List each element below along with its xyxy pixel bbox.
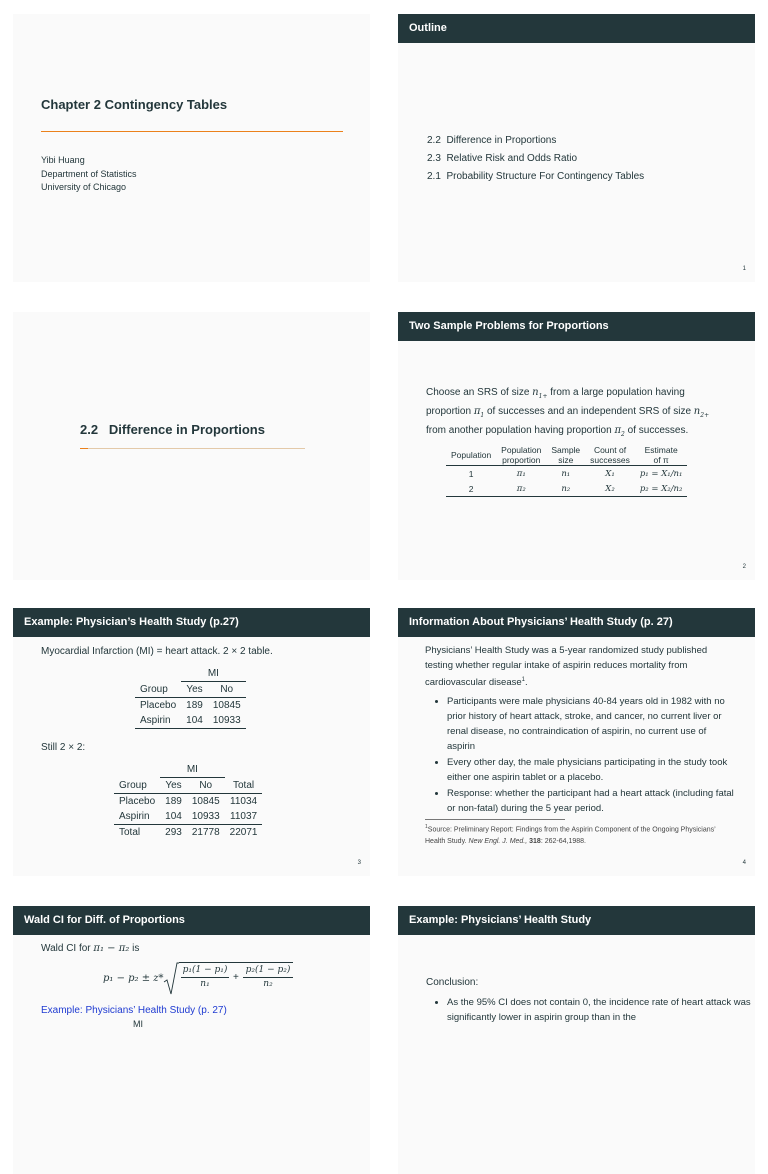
- table-cell: 104: [165, 811, 182, 822]
- info-intro: Physicians’ Health Study was a 5-year randomized study published testing whether regular intake of aspirin reduces mortality from cardiovascular disease$^1$.: [425, 645, 708, 689]
- still-label: Still 2 × 2:: [41, 742, 86, 753]
- slide-section: [13, 312, 370, 580]
- table-cell: 22071: [229, 827, 258, 838]
- table-cell: X₁: [605, 468, 615, 479]
- slide-title: [13, 14, 370, 282]
- row-label: Total: [119, 827, 141, 838]
- partial-table-header: MI: [133, 1019, 143, 1029]
- table-cell: 11034: [230, 796, 258, 807]
- row-label: Placebo: [140, 700, 177, 711]
- mi-table-2x2: [135, 666, 246, 729]
- span-header: MI: [207, 668, 219, 679]
- table-cell: π₂: [516, 483, 526, 494]
- col-header: Total: [232, 779, 255, 791]
- table-cell: 11037: [230, 811, 258, 822]
- title-rule: [41, 131, 343, 132]
- table-cell: 10933: [212, 715, 241, 726]
- example-intro: Myocardial Infarction (MI) = heart attack. 2 × 2 table.: [41, 646, 273, 657]
- formula-lhs: p₁ − p₂ ± z*: [103, 973, 164, 984]
- col-header: Sample size: [551, 445, 581, 465]
- wald-intro: Wald CI for π₁ − π₂ is: [41, 943, 140, 954]
- text-segment: from another population having proportion: [426, 425, 615, 436]
- outline-item[interactable]: 2.2 Difference in Proportions: [427, 135, 557, 146]
- row-label: Aspirin: [119, 811, 150, 822]
- slide-info: [398, 608, 755, 876]
- row-label: Aspirin: [140, 715, 171, 726]
- list-item: • Response: whether the participant had a heart attack (including fatal or non-fatal) during the 5 year period.: [447, 786, 735, 816]
- sqrt-icon: [163, 962, 179, 996]
- slide-header: Outline: [398, 14, 755, 43]
- example-link[interactable]: Example: Physicians’ Health Study (p. 27): [41, 1005, 227, 1016]
- presentation-title: Chapter 2 Contingency Tables: [41, 97, 228, 112]
- col-header: Group: [140, 683, 168, 695]
- slide-header: Information About Physicians’ Health Study (p. 27): [398, 608, 755, 637]
- plus-sign: +: [233, 972, 239, 983]
- slide-header: Example: Physicians’ Health Study: [398, 906, 755, 935]
- col-header: No: [208, 682, 246, 698]
- row-label: Placebo: [119, 796, 156, 807]
- section-title: Difference in Proportions: [108, 422, 265, 437]
- conclusion-bullets: [425, 995, 755, 1026]
- author-block: [41, 154, 137, 195]
- col-header: Group: [119, 779, 147, 791]
- two-sample-text: [426, 385, 726, 442]
- math-pi1: $\pi_1$: [473, 406, 485, 419]
- section-heading: [80, 422, 265, 437]
- outline-item[interactable]: 2.3 Relative Risk and Odds Ratio: [427, 153, 578, 164]
- slide-header: Wald CI for Diff. of Proportions: [13, 906, 370, 935]
- author-university: University of Chicago: [41, 182, 127, 192]
- table-cell: p₂ = X₂/n₂: [639, 483, 683, 494]
- table-cell: 293: [165, 827, 182, 838]
- math-pi2: $\pi_2$: [614, 425, 625, 438]
- math-diff: π₁ − π₂: [93, 943, 130, 954]
- section-rule-track: [80, 448, 305, 449]
- info-bullets: [425, 694, 735, 816]
- table-cell: p₁ = X₁/n₁: [639, 468, 683, 479]
- slide-example: [13, 608, 370, 876]
- table-cell: X₂: [605, 483, 615, 494]
- slide-header: Example: Physician’s Health Study (p.27): [13, 608, 370, 637]
- text-segment: from a large population having proportion: [426, 387, 685, 417]
- list-item: • Participants were male physicians 40-84 years old in 1982 with no prior history of heart attack, stroke, and cancer, no current liver or renal disease, no contraindication of aspirin, no current use of aspirin: [447, 694, 735, 754]
- footnote: $^1$Source: Preliminary Report: Findings from the Aspirin Component of the Ongoing Physicians’ Health Study. New Engl. J. Med., 318: 262-64,1988.: [425, 819, 565, 848]
- table-cell: 21778: [191, 827, 220, 838]
- col-header: Population proportion: [501, 445, 542, 465]
- table-cell: 1: [468, 468, 474, 479]
- table-cell: 10845: [212, 700, 241, 711]
- page-number: 4: [742, 860, 746, 866]
- page-number: 2: [742, 564, 746, 570]
- table-cell: 2: [468, 483, 474, 494]
- mi-table-totals: [114, 762, 262, 840]
- conclusion-label: Conclusion:: [426, 977, 479, 988]
- col-header: Count of successes: [590, 445, 630, 465]
- table-cell: n₂: [561, 483, 571, 494]
- slide-wald: [13, 906, 370, 1174]
- info-body: [425, 643, 735, 848]
- table-cell: 10845: [191, 796, 220, 807]
- text-segment: Choose an SRS of size: [426, 387, 533, 398]
- slide-two-sample: [398, 312, 755, 580]
- page-number: 3: [357, 860, 361, 866]
- text-segment: of successes and an independent SRS of size: [484, 406, 694, 417]
- sqrt-bar: [179, 962, 293, 963]
- section-rule-progress: [80, 448, 88, 449]
- section-number: 2.2: [80, 422, 99, 437]
- fraction-1: p₁(1 − p₁) n₁: [182, 965, 228, 989]
- table-cell: 189: [186, 700, 203, 711]
- list-item: • As the 95% CI does not contain 0, the incidence rate of heart attack was significantly lower in aspirin group than in the: [447, 995, 755, 1025]
- fraction-2: p₂(1 − p₂) n₂: [243, 964, 293, 991]
- span-header: MI: [186, 764, 198, 775]
- table-cell: 10933: [191, 811, 220, 822]
- slide-outline: [398, 14, 755, 282]
- outline-item[interactable]: 2.1 Probability Structure For Contingency Tables: [427, 171, 645, 182]
- slide-header: Two Sample Problems for Proportions: [398, 312, 755, 341]
- math-n2: $n_{2+}$: [693, 406, 710, 419]
- author-department: Department of Statistics: [41, 168, 137, 179]
- slide-example-conclusion: [398, 906, 755, 1174]
- outline-list: [427, 132, 644, 186]
- list-item: • Every other day, the male physicians participating in the study took either one aspirin tablet or a placebo.: [447, 755, 735, 785]
- table-cell: n₁: [561, 468, 571, 479]
- page-number: 1: [742, 266, 746, 272]
- col-header: Population: [451, 450, 492, 460]
- math-n1: $n_{1+}$: [532, 387, 548, 400]
- table-cell: π₁: [516, 468, 526, 479]
- table-cell: 104: [186, 715, 203, 726]
- table-cell: 189: [165, 796, 182, 807]
- text-segment: of successes.: [624, 425, 689, 436]
- two-sample-table: [446, 445, 687, 497]
- col-header: No: [187, 778, 225, 794]
- author-name: Yibi Huang: [41, 155, 85, 165]
- col-header: Estimate of π: [644, 445, 678, 465]
- col-header: Yes: [181, 682, 208, 698]
- col-header: Yes: [160, 778, 187, 794]
